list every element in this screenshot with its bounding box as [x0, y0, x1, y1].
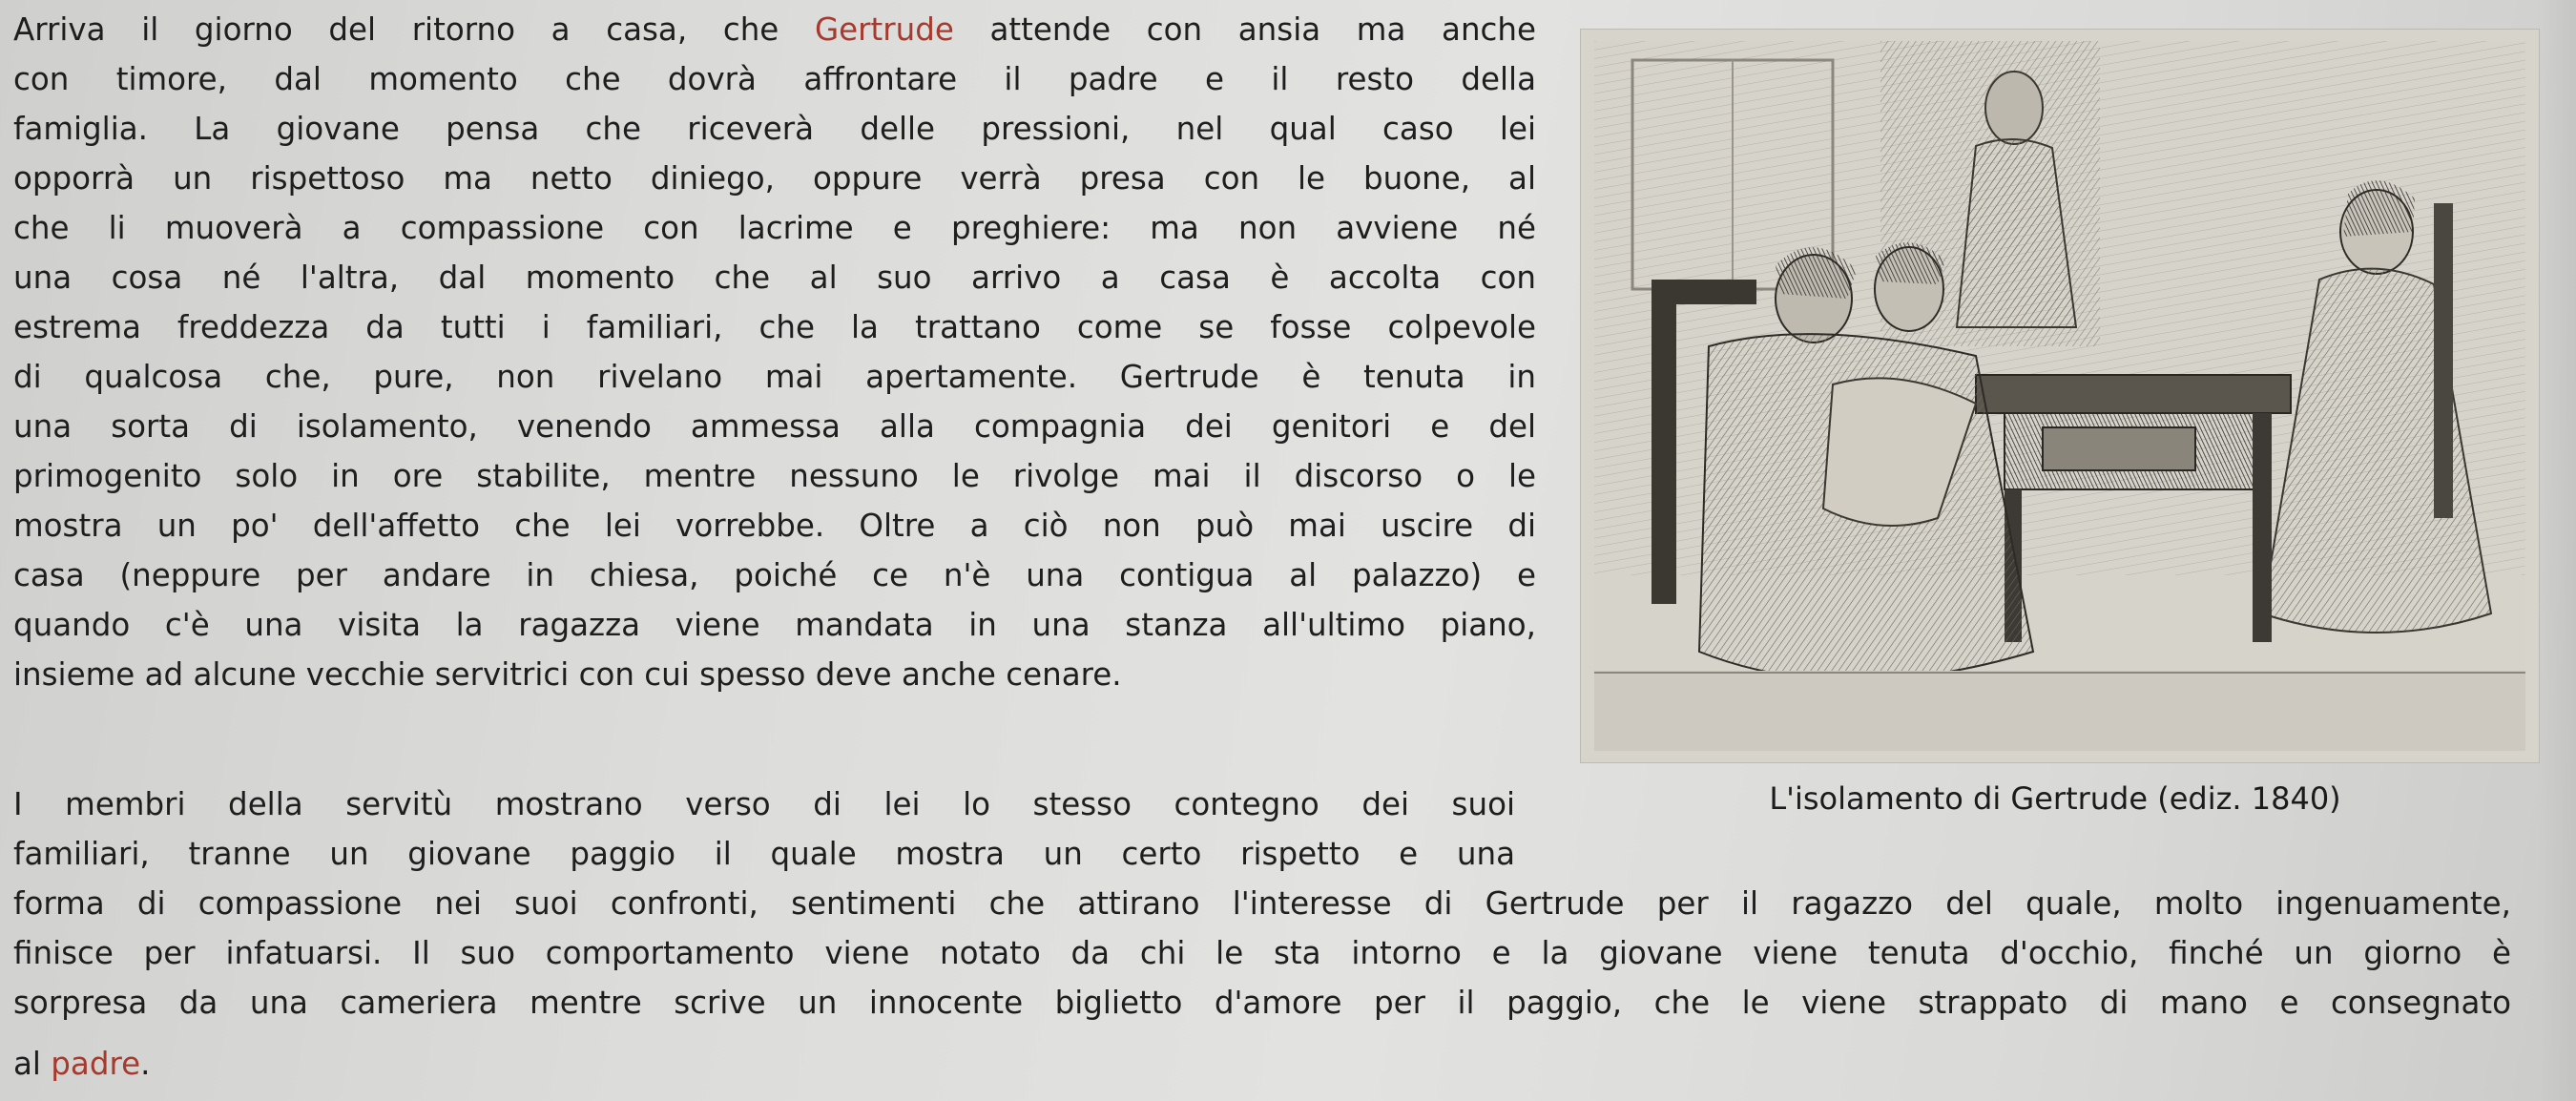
paragraph2-line-3: forma di compassione nei suoi confronti, sentimenti che attirano l'interesse di Gertrude per il ragazzo del quale, molto ingenuamente,: [13, 885, 2511, 922]
engraving-illustration-icon[interactable]: [1594, 41, 2525, 751]
paragraph1-line-5: che li muoverà a compassione con lacrime e preghiere: ma non avviene né: [13, 210, 1536, 246]
paragraph2-line-1: I membri della servitù mostrano verso di lei lo stesso contegno dei suoi: [13, 786, 1515, 822]
paragraph1-line-14: insieme ad alcune vecchie servitrici con cui spesso deve anche cenare.: [13, 656, 1122, 693]
paragraph2-line-4: finisce per infatuarsi. Il suo comportamento viene notato da chi le sta intorno e la giovane viene tenuta d'occhio, finché un giorno è: [13, 935, 2511, 971]
paragraph1-line-8: di qualcosa che, pure, non rivelano mai apertamente. Gertrude è tenuta in: [13, 359, 1536, 395]
link-gertrude[interactable]: Gertrude: [814, 11, 954, 48]
text-segment: Arriva il giorno del ritorno a casa, che: [13, 11, 815, 48]
paragraph1-line-4: opporrà un rispettoso ma netto diniego, oppure verrà presa con le buone, al: [13, 160, 1536, 197]
text-segment: .: [140, 1046, 151, 1082]
paragraph1-line-11: mostra un po' dell'affetto che lei vorrebbe. Oltre a ciò non può mai uscire di: [13, 508, 1536, 544]
article-body: [13, 0, 2570, 1101]
paragraph1-line-7: estrema freddezza da tutti i familiari, che la trattano come se fosse colpevole: [13, 309, 1536, 345]
paragraph1-line-13: quando c'è una visita la ragazza viene mandata in una stanza all'ultimo piano,: [13, 607, 1536, 643]
figure-thumbnail[interactable]: [1580, 29, 2540, 763]
figure-caption: L'isolamento di Gertrude (ediz. 1840): [1769, 780, 2341, 817]
paragraph1-line-6: una cosa né l'altra, dal momento che al suo arrivo a casa è accolta con: [13, 260, 1536, 296]
link-padre[interactable]: padre: [51, 1046, 141, 1082]
paragraph1-line-3: famiglia. La giovane pensa che riceverà delle pressioni, nel qual caso lei: [13, 111, 1536, 147]
paragraph2-line-6: [13, 1040, 150, 1089]
paragraph1-line-12: casa (neppure per andare in chiesa, poiché ce n'è una contigua al palazzo) e: [13, 557, 1536, 593]
text-segment: al: [13, 1046, 52, 1082]
paragraph1-line-9: una sorta di isolamento, venendo ammessa alla compagnia dei genitori e del: [13, 408, 1536, 445]
paragraph1-line-2: con timore, dal momento che dovrà affrontare il padre e il resto della: [13, 61, 1536, 97]
paragraph1-line-10: primogenito solo in ore stabilite, mentre nessuno le rivolge mai il discorso o le: [13, 458, 1536, 494]
paragraph1-line-1: [13, 6, 1536, 54]
paragraph2-line-5: sorpresa da una cameriera mentre scrive un innocente biglietto d'amore per il paggio, che le viene strappato di mano e consegnato: [13, 985, 2511, 1021]
paragraph2-line-2: familiari, tranne un giovane paggio il quale mostra un certo rispetto e una: [13, 836, 1515, 872]
text-segment: attende con ansia ma anche: [953, 11, 1536, 48]
